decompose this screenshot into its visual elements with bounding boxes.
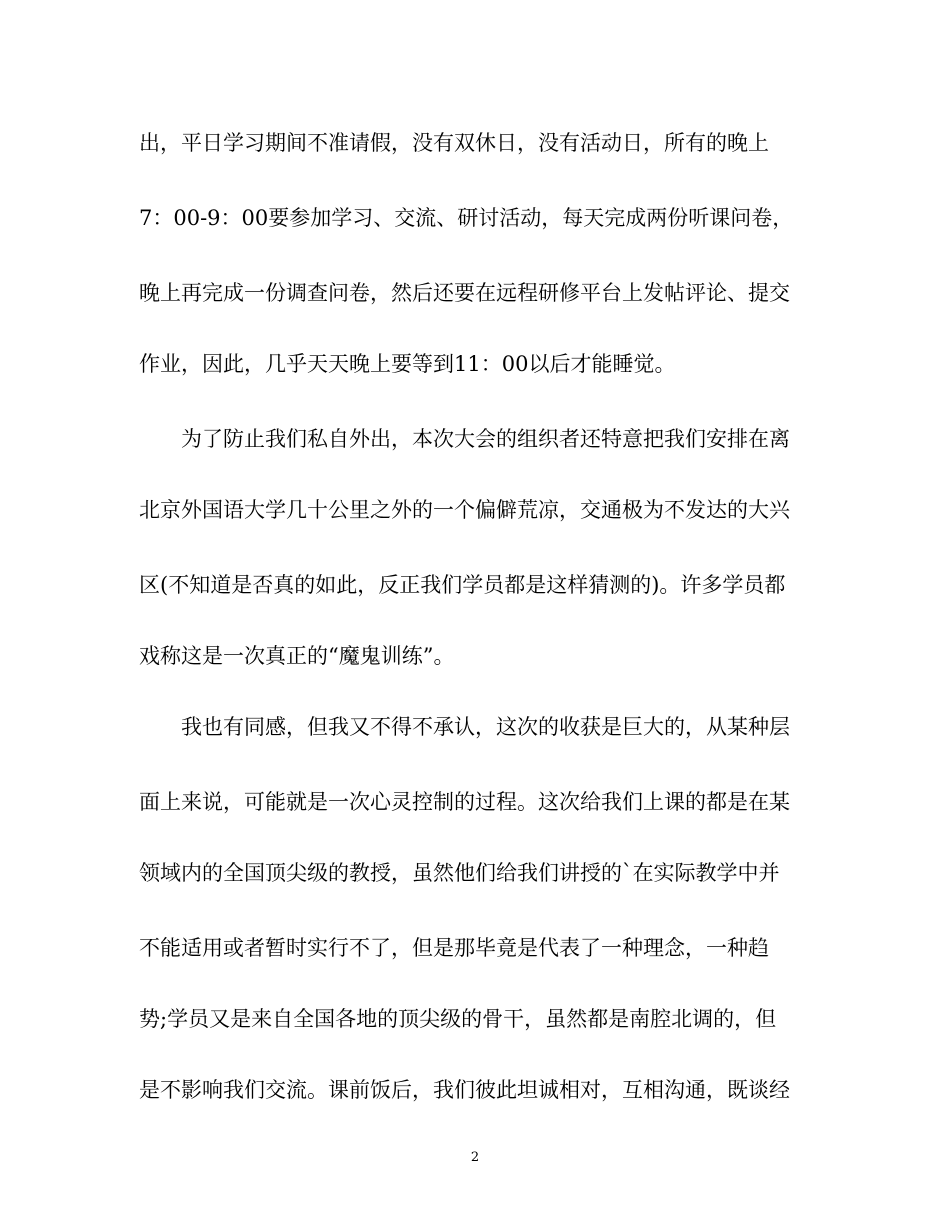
text-line: 晚上再完成一份调查问卷，然后还要在远程研修平台上发帖评论、提交 [139, 281, 790, 305]
text-line: 戏称这是一次真正的“魔鬼训练”。 [139, 644, 455, 668]
text-line: 面上来说，可能就是一次心灵控制的过程。这次给我们上课的都是在某 [139, 790, 790, 814]
paragraph-first-line: 为了防止我们私自外出，本次大会的组织者还特意把我们安排在离 [181, 427, 790, 451]
text-line: 北京外国语大学几十公里之外的一个偏僻荒凉，交通极为不发达的大兴 [139, 498, 790, 522]
text-line: 7：00-9：00要参加学习、交流、研讨活动，每天完成两份听课问卷， [139, 206, 794, 230]
text-line: 区(不知道是否真的如此，反正我们学员都是这样猜测的)。许多学员都 [139, 573, 786, 597]
text-line: 不能适用或者暂时实行不了，但是那毕竟是代表了一种理念，一种趋 [139, 936, 769, 960]
text-line: 是不影响我们交流。课前饭后，我们彼此坦诚相对，互相沟通，既谈经 [139, 1078, 790, 1102]
text-line: 作业，因此，几乎天天晚上要等到11：00以后才能睡觉。 [139, 352, 676, 376]
text-line: 势;学员又是来自全国各地的顶尖级的骨干，虽然都是南腔北调的，但 [139, 1007, 777, 1031]
paragraph-first-line: 我也有同感，但我又不得不承认，这次的收获是巨大的，从某种层 [181, 715, 790, 739]
text-line: 领域内的全国顶尖级的教授，虽然他们给我们讲授的`在实际教学中并 [139, 861, 780, 885]
page-number: 2 [470, 1150, 480, 1165]
text-line: 出，平日学习期间不准请假，没有双休日，没有活动日，所有的晚上 [139, 131, 769, 155]
